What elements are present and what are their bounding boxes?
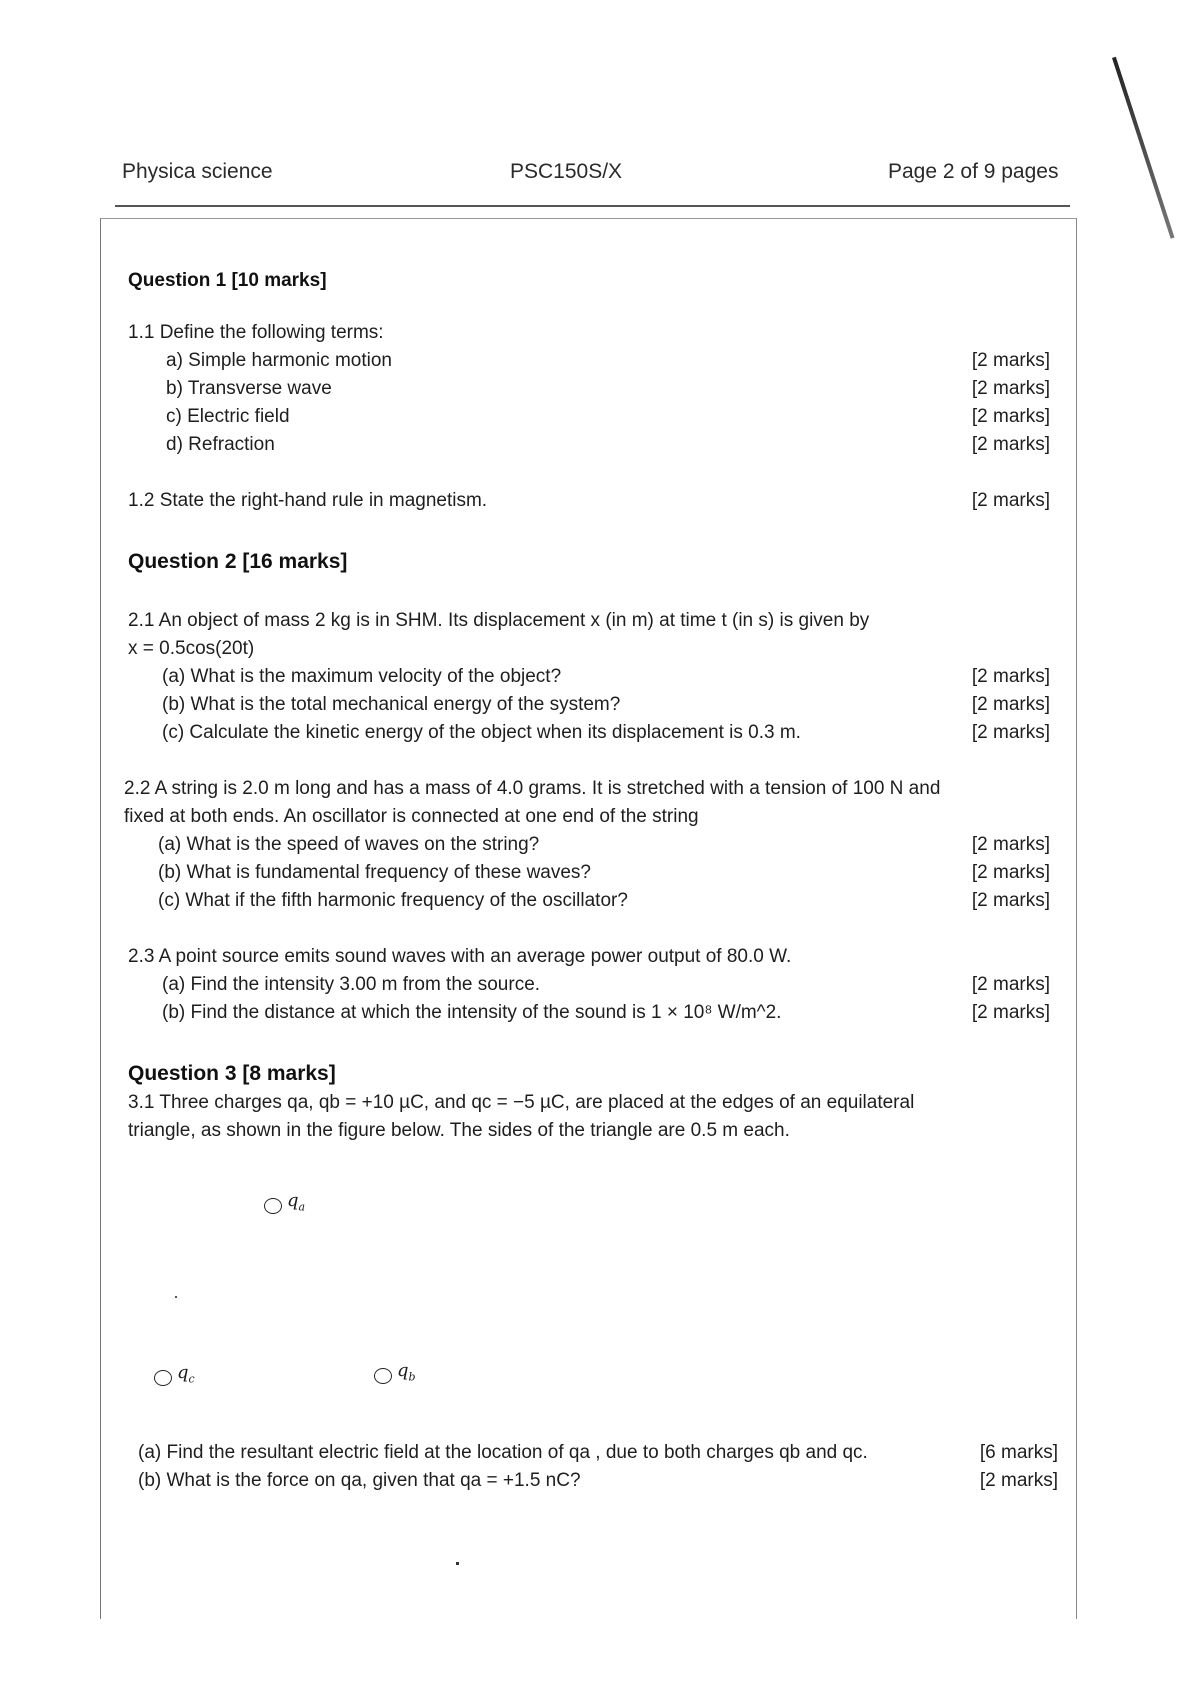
q2-2-item-c: (c) What if the fifth harmonic frequency of the oscillator? (158, 890, 628, 911)
q2-2-line-1: 2.2 A string is 2.0 m long and has a mass of 4.0 grams. It is stretched with a tension of 100 N and (124, 778, 941, 799)
q3-item-a: (a) Find the resultant electric field at the location of qa , due to both charges qb and qc. (138, 1442, 868, 1463)
header-page-number: Page 2 of 9 pages (888, 160, 1059, 183)
q2-1-item-c: (c) Calculate the kinetic energy of the object when its displacement is 0.3 m. (162, 722, 801, 743)
q1-2-text: 1.2 State the right-hand rule in magnetism. (128, 490, 488, 511)
q1-1-item-b-marks: [2 marks] (971, 378, 1050, 399)
q2-2-item-a-marks: [2 marks] (971, 834, 1050, 855)
charge-qb-label: $q_b$ (397, 1360, 416, 1384)
q3-item-b: (b) What is the force on qa, given that qa = +1.5 nC? (138, 1470, 581, 1491)
figure-speck (175, 1296, 177, 1298)
q1-1-item-b: b) Transverse wave (166, 378, 332, 399)
charge-qb-circle-icon (374, 1368, 392, 1384)
q2-1-item-c-marks: [2 marks] (971, 722, 1050, 743)
q1-1-item-a: a) Simple harmonic motion (166, 350, 392, 371)
q2-2-item-a: (a) What is the speed of waves on the string? (158, 834, 540, 855)
q3-item-b-marks: [2 marks] (979, 1470, 1058, 1491)
header-course-name: Physica science (122, 160, 273, 183)
question-frame (100, 218, 1077, 1619)
charge-qc-circle-icon (154, 1370, 172, 1386)
q2-3-item-b: (b) Find the distance at which the intensity of the sound is 1 × 10⁸ W/m^2. (162, 1002, 782, 1023)
question-3-title: Question 3 [8 marks] (128, 1062, 336, 1085)
scan-speck (456, 1562, 459, 1565)
q2-1-item-a-marks: [2 marks] (971, 666, 1050, 687)
charge-qb (374, 1360, 416, 1384)
q2-2-item-c-marks: [2 marks] (971, 890, 1050, 911)
header-course-code: PSC150S/X (510, 160, 623, 183)
q2-3-line-1: 2.3 A point source emits sound waves with an average power output of 80.0 W. (128, 946, 792, 967)
q2-2-item-b: (b) What is fundamental frequency of these waves? (158, 862, 592, 883)
q2-2-line-2: fixed at both ends. An oscillator is connected at one end of the string (124, 806, 699, 827)
q1-2-marks: [2 marks] (971, 490, 1050, 511)
charge-qc-label: $q_c$ (177, 1362, 195, 1386)
q3-item-a-marks: [6 marks] (979, 1442, 1058, 1463)
charge-qa-circle-icon (264, 1198, 282, 1214)
q2-3-item-a: (a) Find the intensity 3.00 m from the source. (162, 974, 541, 995)
q2-1-item-b: (b) What is the total mechanical energy of the system? (162, 694, 621, 715)
q1-1-item-c-marks: [2 marks] (971, 406, 1050, 427)
q2-1-item-b-marks: [2 marks] (971, 694, 1050, 715)
q1-1-item-c: c) Electric field (166, 406, 290, 427)
q1-1-item-a-marks: [2 marks] (971, 350, 1050, 371)
header-rule (115, 205, 1070, 207)
q1-1-intro: 1.1 Define the following terms: (128, 322, 384, 343)
question-2-title: Question 2 [16 marks] (128, 550, 348, 573)
scan-artifact-stroke (1112, 57, 1175, 239)
charge-qc (154, 1362, 195, 1386)
q2-1-item-a: (a) What is the maximum velocity of the object? (162, 666, 562, 687)
question-1-title: Question 1 [10 marks] (128, 270, 327, 291)
q1-1-item-d-marks: [2 marks] (971, 434, 1050, 455)
charge-qa-label: $q_a$ (287, 1190, 306, 1214)
q2-1-line-1: 2.1 An object of mass 2 kg is in SHM. Its displacement x (in m) at time t (in s) is given by (128, 610, 870, 631)
q2-3-item-a-marks: [2 marks] (971, 974, 1050, 995)
charge-qa (264, 1190, 305, 1214)
q1-1-item-d: d) Refraction (166, 434, 275, 455)
q2-3-item-b-marks: [2 marks] (971, 1002, 1050, 1023)
q2-1-line-2: x = 0.5cos(20t) (128, 638, 255, 659)
q3-1-line-2: triangle, as shown in the figure below. The sides of the triangle are 0.5 m each. (128, 1120, 790, 1141)
q3-1-line-1: 3.1 Three charges qa, qb = +10 µC, and qc = −5 µC, are placed at the edges of an equilateral (128, 1092, 915, 1113)
q2-2-item-b-marks: [2 marks] (971, 862, 1050, 883)
